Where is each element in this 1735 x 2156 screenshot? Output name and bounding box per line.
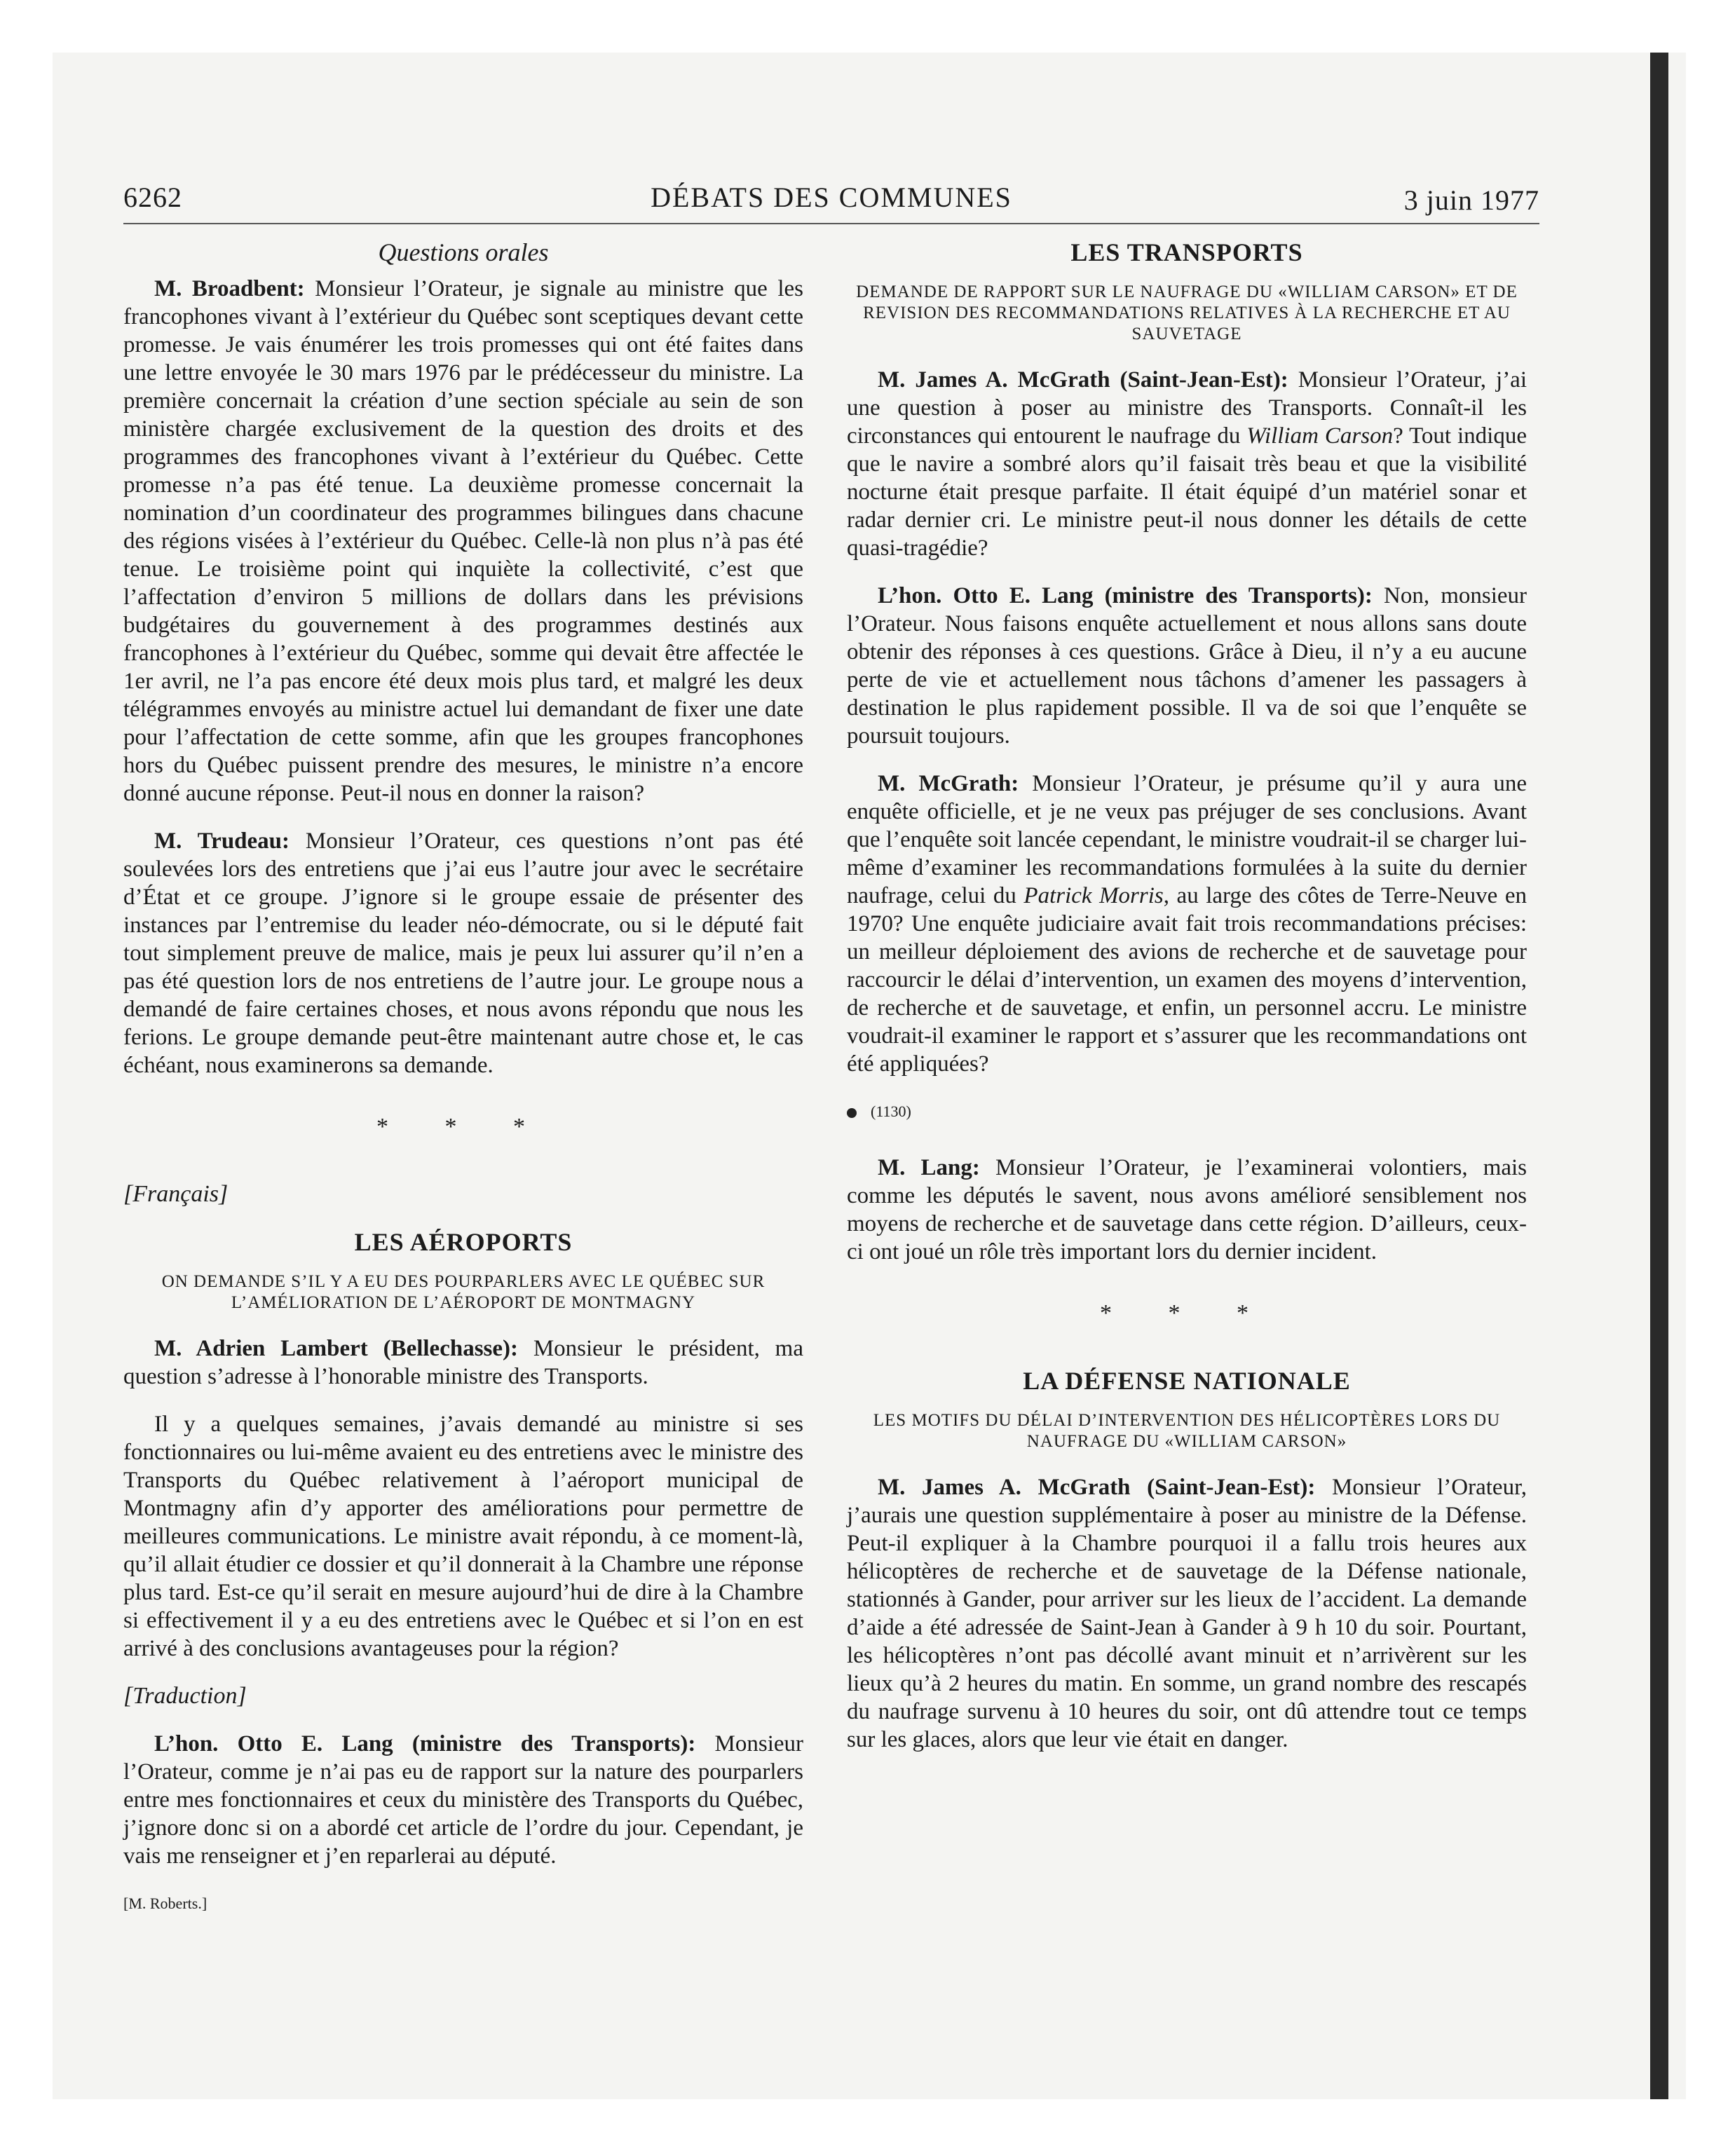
speaker: M. Lang:: [878, 1155, 980, 1180]
section-subheading: DEMANDE DE RAPPORT SUR LE NAUFRAGE DU «WILLIAM CARSON» ET DE REVISION DES RECOMMANDATIONS RELATIVES À LA RECHERCHE ET AU SAUVETAGE: [856, 282, 1518, 343]
speech-text: Monsieur l’Orateur, j’aurais une question supplémentaire à poser au ministre de la Défense. Peut-il expliquer à la Chambre pourquoi il a fallu trois heures aux hélicoptères de recherche et de sauvetage de la Défense nationale, stationnés à Gander, pour arriver sur les lieux de l’accident. La demande d’aide a été adressée de Saint-Jean à Gander à 9 h 10 du soir. Pourtant, les hélicoptères n’ont pas décollé avant minuit et n’arrivèrent sur les lieux qu’à 2 heures du matin. En somme, un grand nombre des rescapés du naufrage survenu à 10 heures du soir, ont dû attendre tout ce temps sur les glaces, alors que leur vie était en danger.: [847, 1475, 1527, 1752]
speaker: M. James A. McGrath (Saint-Jean-Est):: [878, 367, 1288, 393]
speaker: L’hon. Otto E. Lang (ministre des Transports):: [154, 1731, 696, 1756]
section-separator: * * *: [376, 1114, 550, 1140]
speech-text: Monsieur l’Orateur, je présume qu’il y aura une enquête officielle, et je ne veux pas préjuger de ses conclusions. Avant que l’enquête soit lancée cependant, le ministre voudrait-il se charger lui-même d’examiner les recommandations formulées à la suite du dernier naufrage, celui du: [847, 771, 1527, 908]
speaker: M. Broadbent:: [154, 276, 305, 301]
speech-text: Monsieur l’Orateur, ces questions n’ont pas été soulevées lors des entretiens que j’ai eus l’autre jour avec le secrétaire d’État et ce groupe. J’ignore si le groupe essaie de présenter des instances par l’entremise du leader néo-démocrate, ou si le député fait tout simplement preuve de malice, mais je peux lui assurer qu’il n’en a pas été question lors de nos entretiens de l’autre jour. Le groupe nous a demandé de faire certaines choses, et nous avons répondu que nous les ferions. Le groupe demande peut-être maintenant autre chose et, le cas échéant, nous examinerons sa demande.: [123, 828, 804, 1078]
language-marker: [Français]: [123, 1181, 229, 1207]
header-rule: [123, 223, 1539, 224]
issue-date: 3 juin 1977: [1403, 184, 1539, 216]
paragraph-lambert: [123, 1335, 803, 1391]
right-column: [847, 238, 1527, 1773]
paragraph-lang: [123, 1730, 803, 1870]
speaker: L’hon. Otto E. Lang (ministre des Transports):: [878, 583, 1373, 608]
paragraph-lang-2: [847, 1154, 1527, 1266]
speaker: M. James A. McGrath (Saint-Jean-Est):: [878, 1475, 1316, 1500]
running-header: [123, 181, 1539, 223]
section-heading: LA DÉFENSE NATIONALE: [1023, 1367, 1351, 1395]
section-separator: * * *: [1100, 1300, 1274, 1326]
section-heading: LES TRANSPORTS: [1070, 238, 1303, 266]
paragraph-lang-reply: [847, 582, 1527, 750]
paragraph-broadbent: [123, 275, 803, 807]
speaker: M. Adrien Lambert (Bellechasse):: [154, 1336, 519, 1361]
ship-name: Patrick Morris: [1023, 883, 1164, 908]
bullet-icon: [847, 1108, 857, 1118]
speech-text: Monsieur l’Orateur, je signale au ministre que les francophones vivant à l’extérieur du Québec sont sceptiques devant cette promesse. Je vais énumérer les trois promesses qui ont été faites dans une lettre envoyée le 30 mars 1976 par le prédécesseur du ministre. La première concernait la création d’une section spéciale au sein de son ministère chargée exclusivement de la question des droits et des programmes des francophones vivant à l’extérieur du Québec. Cette promesse n’a pas été tenue. La deuxième promesse concernait la nomination d’un coordinateur des programmes bilingues dans chacune des régions visées à l’extérieur du Québec. Celle-là non plus n’à pas été tenue. Le troisième point qui inquiète la collectivité, c’est que l’affectation d’environ 5 millions de dollars dans les prévisions budgétaires du gouvernement à des programmes destinés aux francophones à l’extérieur du Québec, somme qui devait être affectée le 1er avril, ne l’a pas encore été deux mois plus tard, et malgré les deux télégrammes envoyés au ministre actuel lui demandant de fixer une date pour l’affectation de cette somme, afin que les groupes francophones hors du Québec puissent prendre des mesures, le ministre n’a encore donné aucune réponse. Peut-il nous en donner la raison?: [123, 276, 803, 806]
speech-text: Monsieur l’Orateur, comme je n’ai pas eu de rapport sur la nature des pourparlers entre mes fonctionnaires et ceux du ministère des Transports du Québec, j’ignore donc si on a abordé cet article de l’ordre du jour. Cependant, je vais me renseigner et j’en reparlerai au député.: [123, 1731, 804, 1869]
speech-text: Monsieur le président, ma question s’adresse à l’honorable ministre des Transports.: [123, 1336, 804, 1389]
ship-name: William Carson: [1246, 423, 1394, 449]
speech-text: Monsieur l’Orateur, je l’examinerai volontiers, mais comme les députés le savent, nous avons amélioré sensiblement nos moyens de recherche et de sauvetage dans cette région. D’ailleurs, ceux-ci ont joué un rôle très important lors du dernier incident.: [847, 1155, 1528, 1264]
scan-edge-bar: [1650, 53, 1668, 2099]
publication-title: DÉBATS DES COMMUNES: [651, 182, 1012, 213]
paragraph-trudeau: [123, 827, 803, 1079]
speech-text: Monsieur l’Orateur, j’ai une question à poser au ministre des Transports. Connaît-il les circonstances qui entourent le naufrage du: [847, 367, 1528, 449]
section-subheading: ON DEMANDE S’IL Y A EU DES POURPARLERS AVEC LE QUÉBEC SUR L’AMÉLIORATION DE L’AÉROPORT DE MONTMAGNY: [161, 1272, 766, 1312]
rubric: Questions orales: [378, 238, 549, 266]
page-number: 6262: [123, 182, 182, 213]
speech-text: Non, monsieur l’Orateur. Nous faisons enquête actuellement et nous allons sans doute obtenir des réponses à ces questions. Grâce à Dieu, il n’y a eu aucune perte de vie et actuellement nous tâchons d’amener les passagers à destination le plus rapidement possible. Il va de soi que l’enquête se poursuit toujours.: [847, 583, 1528, 749]
time-marker: [847, 1098, 1527, 1126]
time-code: (1130): [871, 1103, 911, 1120]
speaker: M. McGrath:: [878, 771, 1019, 796]
speaker-footnote: [M. Roberts.]: [123, 1895, 207, 1912]
paragraph-mcgrath-3: [847, 1473, 1527, 1754]
language-marker: [Traduction]: [123, 1683, 247, 1709]
speech-text: ? Tout indique que le navire a sombré alors qu’il faisait très beau et que la visibilité nocturne était presque parfaite. Il était équipé d’un matériel sonar et radar dernier cri. Le ministre peut-il nous donner les détails de cette quasi-tragédie?: [847, 423, 1527, 561]
section-subheading: LES MOTIFS DU DÉLAI D’INTERVENTION DES HÉLICOPTÈRES LORS DU NAUFRAGE DU «WILLIAM CARSON»: [873, 1411, 1501, 1451]
paragraph-lambert-continued: Il y a quelques semaines, j’avais demandé au ministre si ses fonctionnaires ou lui-même avaient eu des entretiens avec le ministre des Transports du Québec relativement à l’aéroport municipal de Montmagny afin d’y apporter des améliorations pour permettre de meilleures communications. Le ministre avait répondu, à ce moment-là, qu’il allait étudier ce dossier et qu’il donnerait à la Chambre une réponse plus tard. Est-ce qu’il serait en mesure aujourd’hui de dire à la Chambre si effectivement il y a eu des entretiens avec le Québec et si l’on en est arrivé à des conclusions avantageuses pour la région?: [123, 1412, 803, 1661]
paragraph-mcgrath-2: [847, 770, 1527, 1078]
speaker: M. Trudeau:: [154, 828, 290, 854]
section-heading: LES AÉROPORTS: [354, 1228, 573, 1256]
left-column: [123, 238, 803, 1937]
speech-text: , au large des côtes de Terre-Neuve en 1970? Une enquête judiciaire avait fait trois recommandations précises: un meilleur déploiement des avions de recherche et de sauvetage pour raccourcir le délai d’intervention, un examen des moyens d’intervention, de recherche et de sauvetage, et enfin, un personnel accru. Le ministre voudrait-il examiner le rapport et s’assurer que les recommandations ont été appliquées?: [847, 883, 1527, 1077]
paragraph-mcgrath: [847, 366, 1527, 562]
